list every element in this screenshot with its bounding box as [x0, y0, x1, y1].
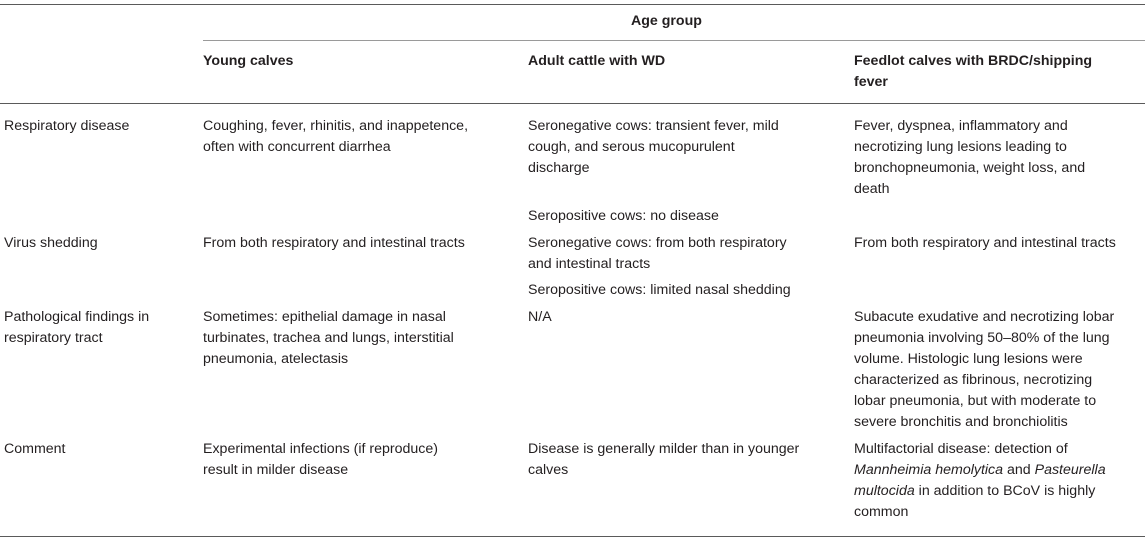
cell-feedlot: pneumonia involving 50–80% of the lung [854, 330, 1110, 346]
cell-feedlot: Fever, dyspnea, inflammatory and [854, 118, 1068, 134]
cell-feedlot: From both respiratory and intestinal tracts [854, 235, 1116, 251]
cell-young: Experimental infections (if reproduce) [203, 441, 438, 457]
cell-young: often with concurrent diarrhea [203, 139, 391, 155]
cell-young: Sometimes: epithelial damage in nasal [203, 309, 446, 325]
row-label: respiratory tract [4, 330, 103, 346]
header-bottom-rule [0, 103, 1145, 104]
group-header-age-group: Age group [631, 13, 702, 29]
cell-adult: discharge [528, 160, 590, 176]
cell-young: Coughing, fever, rhinitis, and inappetence, [203, 118, 469, 134]
cell-feedlot: characterized as fibrinous, necrotizing [854, 372, 1093, 388]
table-top-rule [0, 4, 1145, 5]
table-bottom-rule [0, 536, 1145, 537]
cell-feedlot: lobar pneumonia, but with moderate to [854, 393, 1097, 409]
row-label: Pathological findings in [4, 309, 150, 325]
cell-adult: and intestinal tracts [528, 256, 651, 272]
cell-adult: cough, and serous mucopurulent [528, 139, 735, 155]
species-name: Pasteurella [1034, 462, 1106, 478]
col-header-feedlot-calves-l2: fever [854, 74, 888, 90]
group-header-rule [203, 40, 1145, 41]
cell-adult: Seronegative cows: from both respiratory [528, 235, 787, 251]
cell-adult: Seronegative cows: transient fever, mild [528, 118, 779, 134]
cell-adult: N/A [528, 309, 552, 325]
cell-adult: Disease is generally milder than in younger [528, 441, 800, 457]
text-fragment: in addition to BCoV is highly [914, 483, 1096, 499]
cell-young: result in milder disease [203, 462, 349, 478]
cell-young: From both respiratory and intestinal tracts [203, 235, 465, 251]
cell-feedlot [854, 481, 1095, 503]
cell-feedlot: Subacute exudative and necrotizing lobar [854, 309, 1115, 325]
cell-feedlot: bronchopneumonia, weight loss, and [854, 160, 1086, 176]
cell-feedlot: severe bronchitis and bronchiolitis [854, 414, 1068, 430]
row-label: Respiratory disease [4, 118, 130, 134]
cell-feedlot: Multifactorial disease: detection of [854, 441, 1068, 457]
col-header-adult-cattle: Adult cattle with WD [528, 53, 666, 69]
cell-adult: calves [528, 462, 569, 478]
col-header-young-calves: Young calves [203, 53, 294, 69]
text-fragment: and [1003, 462, 1035, 478]
cell-feedlot: death [854, 181, 890, 197]
species-name: multocida [854, 483, 915, 499]
col-header-feedlot-calves-l1: Feedlot calves with BRDC/shipping [854, 53, 1093, 69]
cell-young: turbinates, trachea and lungs, interstitial [203, 330, 454, 346]
cell-feedlot: common [854, 504, 909, 520]
cell-young: pneumonia, atelectasis [203, 351, 349, 367]
row-label: Comment [4, 441, 66, 457]
cell-feedlot: necrotizing lung lesions leading to [854, 139, 1067, 155]
cell-adult-seropositive: Seropositive cows: no disease [528, 208, 719, 224]
cell-feedlot: volume. Histologic lung lesions were [854, 351, 1083, 367]
cell-adult-seropositive: Seropositive cows: limited nasal shedding [528, 282, 791, 298]
species-name: Mannheimia hemolytica [854, 462, 1004, 478]
cell-feedlot [854, 460, 1106, 482]
row-label: Virus shedding [4, 235, 98, 251]
